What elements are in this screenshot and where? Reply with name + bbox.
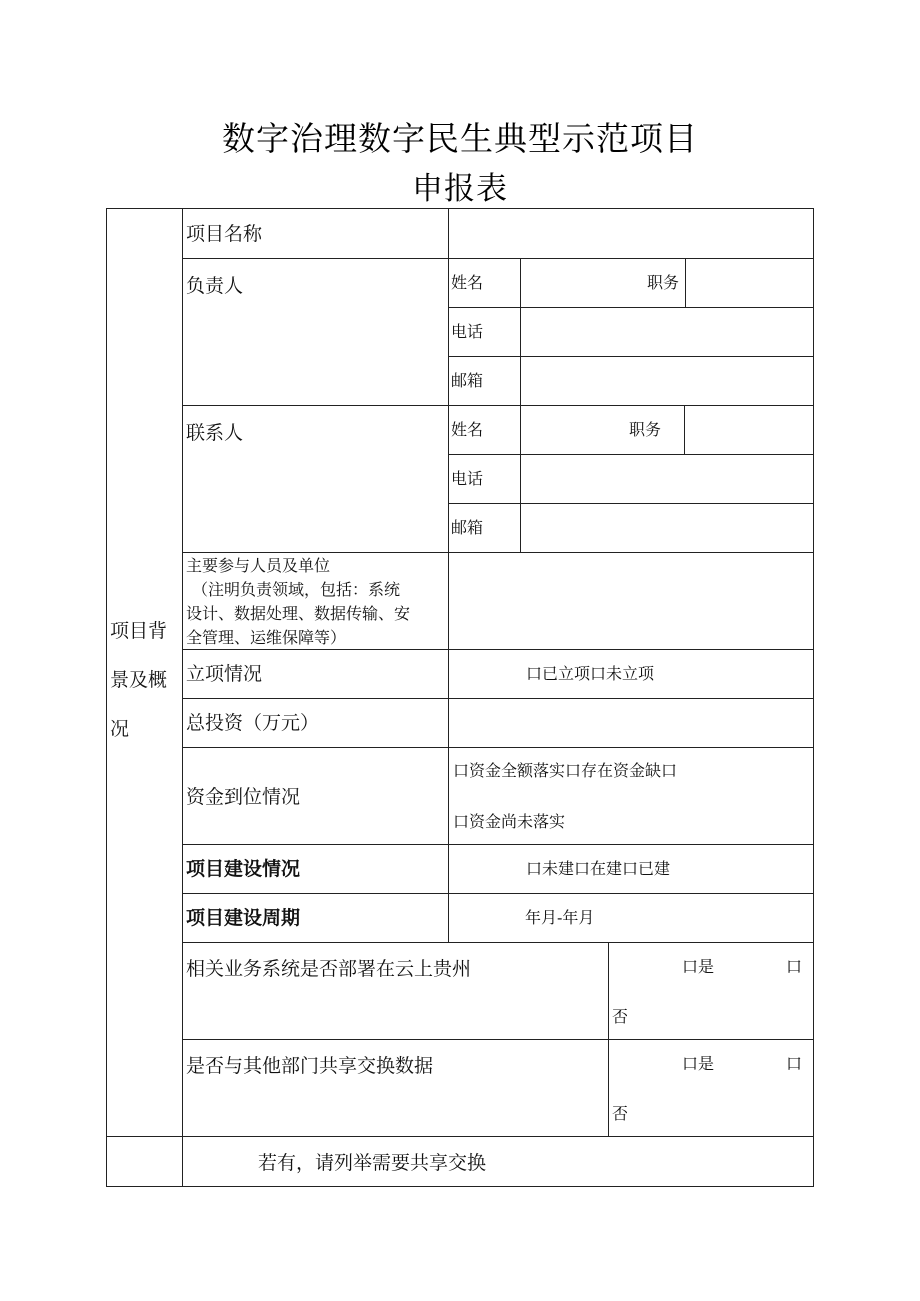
table-border-bottom — [106, 1186, 814, 1187]
side-label-line3: 况 — [110, 718, 130, 740]
table-border-top — [106, 208, 814, 209]
period-label: 项目建设周期 — [186, 907, 301, 929]
contact-email-field[interactable] — [522, 505, 812, 551]
row-line — [182, 747, 814, 748]
period-value[interactable]: 年月-年月 — [525, 908, 595, 927]
cloud-yes-option[interactable]: 口是 — [682, 957, 715, 976]
row-line — [448, 454, 814, 455]
participants-field[interactable] — [450, 554, 812, 648]
row-line — [182, 1039, 814, 1040]
leader-name-field[interactable] — [522, 260, 642, 306]
position-divider-contact — [684, 405, 685, 454]
contact-phone-field[interactable] — [522, 456, 812, 502]
participants-label-line2: （注明负责领域，包括：系统 — [192, 580, 401, 599]
sharing-yes-option[interactable]: 口是 — [682, 1054, 715, 1073]
funding-options-line2[interactable]: 口资金尚未落实 — [453, 812, 566, 831]
row-line — [182, 258, 814, 259]
contact-position-label: 职务 — [629, 420, 662, 439]
label-column-divider — [448, 208, 449, 942]
row-line — [182, 893, 814, 894]
row-line — [182, 942, 814, 943]
sharing-no-checkbox[interactable]: 口 — [786, 1054, 803, 1073]
participants-label-line3: 设计、数据处理、数据传输、安 — [186, 604, 411, 623]
sharing-no-text: 否 — [612, 1104, 629, 1123]
leader-phone-label: 电话 — [451, 322, 484, 341]
contact-label: 联系人 — [186, 422, 244, 444]
table-border-left — [106, 208, 107, 1187]
form-title: 数字治理数字民生典型示范项目 — [222, 119, 698, 158]
project-name-label: 项目名称 — [186, 223, 263, 245]
leader-label: 负责人 — [186, 275, 244, 297]
leader-phone-field[interactable] — [522, 309, 812, 355]
leader-email-field[interactable] — [522, 358, 812, 404]
position-divider-leader — [685, 258, 686, 307]
sharing-question-label: 是否与其他部门共享交换数据 — [186, 1055, 434, 1077]
row-line — [106, 1136, 814, 1137]
cloud-no-text: 否 — [612, 1007, 629, 1026]
approval-label: 立项情况 — [186, 663, 263, 685]
contact-phone-label: 电话 — [451, 469, 484, 488]
participants-label-line1: 主要参与人员及单位 — [186, 556, 331, 575]
contact-name-field[interactable] — [522, 407, 622, 453]
investment-field[interactable] — [450, 700, 812, 746]
participants-label-line4: 全管理、运维保障等） — [186, 628, 347, 647]
leader-name-label: 姓名 — [451, 273, 484, 292]
sharing-note: 若有，请列举需要共享交换 — [258, 1152, 487, 1174]
row-line — [448, 503, 814, 504]
side-label-line2: 景及概 — [110, 669, 168, 691]
funding-label: 资金到位情况 — [186, 786, 301, 808]
row-line — [182, 405, 814, 406]
project-name-field[interactable] — [450, 210, 812, 257]
cloud-no-checkbox[interactable]: 口 — [786, 957, 803, 976]
leader-position-field[interactable] — [687, 260, 812, 306]
leader-email-label: 邮箱 — [451, 371, 484, 390]
funding-options-line1[interactable]: 口资金全额落实口存在资金缺口 — [453, 761, 678, 780]
row-line — [182, 552, 814, 553]
row-line — [182, 698, 814, 699]
contact-email-label: 邮箱 — [451, 518, 484, 537]
row-line — [448, 356, 814, 357]
row-line — [182, 844, 814, 845]
investment-label: 总投资（万元） — [186, 712, 320, 734]
row-line — [448, 307, 814, 308]
form-subtitle: 申报表 — [412, 171, 508, 207]
construction-label: 项目建设情况 — [186, 858, 301, 880]
construction-options[interactable]: 口未建口在建口已建 — [526, 859, 671, 878]
contact-name-label: 姓名 — [451, 420, 484, 439]
leader-position-label: 职务 — [647, 273, 680, 292]
side-label-line1: 项目背 — [110, 620, 168, 642]
cloud-question-label: 相关业务系统是否部署在云上贵州 — [186, 958, 472, 980]
contact-position-field[interactable] — [686, 407, 812, 453]
approval-options[interactable]: 口已立项口未立项 — [526, 664, 655, 683]
